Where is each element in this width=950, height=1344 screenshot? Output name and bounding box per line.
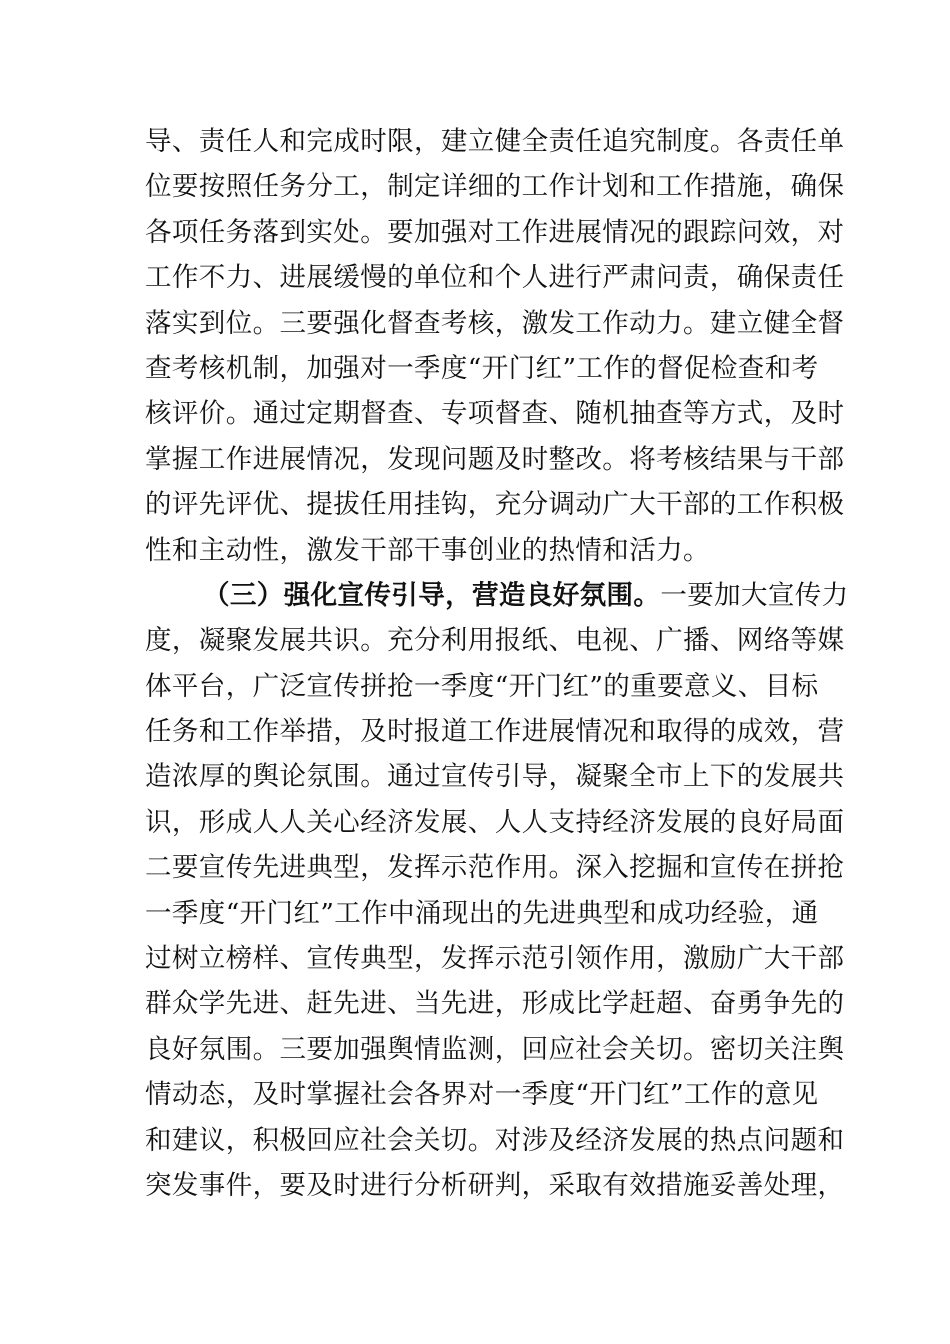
- text-line: 度，凝聚发展共识。充分利用报纸、电视、广播、网络等媒: [145, 625, 845, 657]
- section-heading-rest: 一要加大宣传力: [660, 579, 849, 611]
- text-line: 的评先评优、提拔任用挂钩，充分调动广大干部的工作积极: [145, 489, 845, 521]
- text-line: 掌握工作进展情况，发现问题及时整改。将考核结果与干部: [145, 443, 845, 475]
- text-line: 落实到位。三要强化督查考核，激发工作动力。建立健全督: [145, 307, 845, 339]
- paragraph-responsibility: [145, 119, 845, 573]
- section-heading-line: [145, 573, 849, 618]
- text-line: 良好氛围。三要加强舆情监测，回应社会关切。密切关注舆: [145, 1033, 845, 1065]
- text-line: 性和主动性，激发干部干事创业的热情和活力。: [145, 534, 710, 566]
- text-line: 群众学先进、赶先进、当先进，形成比学赶超、奋勇争先的: [145, 988, 845, 1020]
- text-line: 突发事件，要及时进行分析研判，采取有效措施妥善处理，: [145, 1169, 845, 1201]
- text-line: 各项任务落到实处。要加强对工作进展情况的跟踪问效，对: [145, 216, 845, 248]
- text-line: 二要宣传先进典型，发挥示范作用。深入挖掘和宣传在拼抢: [145, 852, 845, 884]
- text-line: 体平台，广泛宣传拼抢一季度“开门红”的重要意义、目标: [145, 670, 819, 702]
- document-body: [145, 119, 849, 1208]
- text-line: 过树立榜样、宣传典型，发挥示范引领作用，激励广大干部: [145, 943, 845, 975]
- text-line: 一季度“开门红”工作中涌现出的先进典型和成功经验，通: [145, 897, 819, 929]
- text-line: 和建议，积极回应社会关切。对涉及经济发展的热点问题和: [145, 1124, 845, 1156]
- text-line: 任务和工作举措，及时报道工作进展情况和取得的成效，营: [145, 716, 845, 748]
- text-line: 工作不力、进展缓慢的单位和个人进行严肃问责，确保责任: [145, 262, 845, 294]
- paragraph-publicity: [145, 573, 849, 1208]
- text-line: 位要按照任务分工，制定详细的工作计划和工作措施，确保: [145, 171, 845, 203]
- text-line: 核评价。通过定期督查、专项督查、随机抽查等方式，及时: [145, 398, 845, 430]
- text-line: 导、责任人和完成时限，建立健全责任追究制度。各责任单: [145, 126, 845, 157]
- text-line: 造浓厚的舆论氛围。通过宣传引导，凝聚全市上下的发展共: [145, 761, 845, 793]
- section-heading: （三）强化宣传引导，营造良好氛围。: [203, 579, 661, 611]
- text-line: 查考核机制，加强对一季度“开门红”工作的督促检查和考: [145, 352, 819, 384]
- text-line: 情动态，及时掌握社会各界对一季度“开门红”工作的意见: [145, 1079, 819, 1111]
- text-line: 识，形成人人关心经济发展、人人支持经济发展的良好局面: [145, 806, 845, 838]
